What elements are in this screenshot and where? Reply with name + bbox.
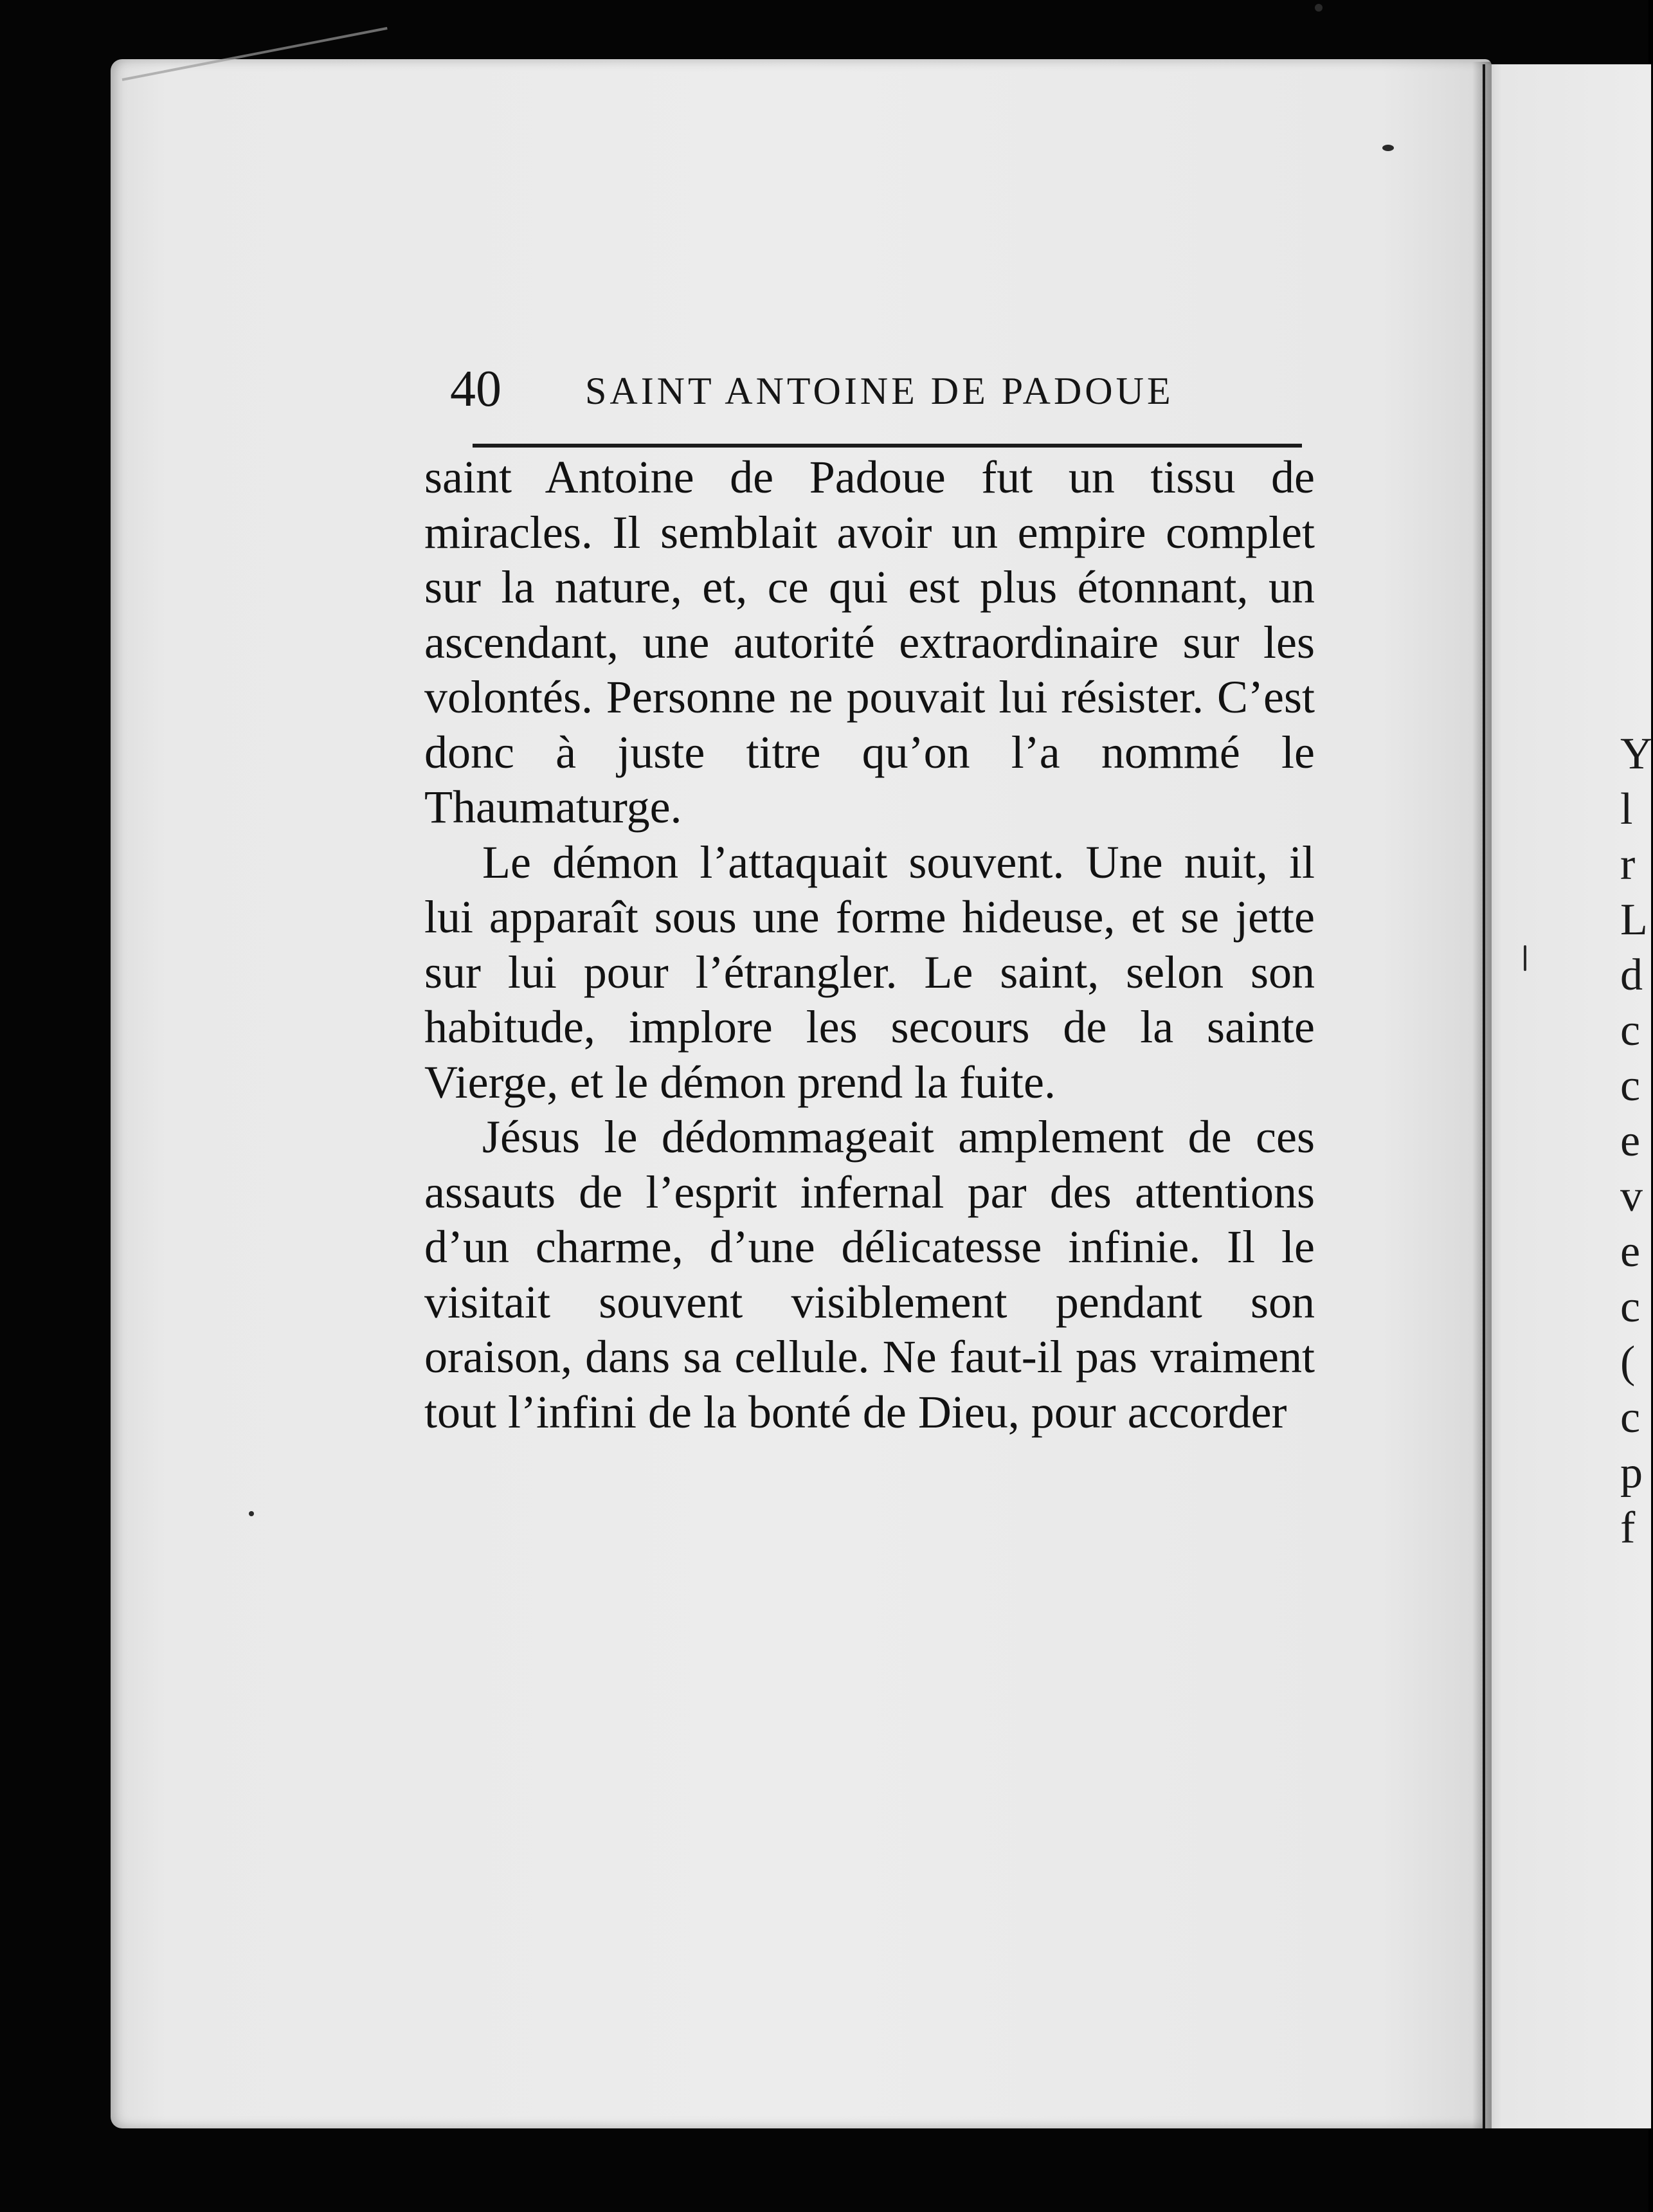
- paragraph-3: Jésus le dédommageait amplement de ces assauts de l’esprit infernal par des attentions d’un charme, d’une délicatesse infinie. Il le visitait souvent visiblement pendant son oraison, dans sa cellule. Ne faut-il pas vraiment tout l’infini de la bonté de Dieu, pour accorder: [424, 1111, 1315, 1438]
- paragraph-2: Le démon l’attaquait souvent. Une nuit, il lui apparaît sous une forme hideuse, et se jette sur lui pour l’étrangler. Le saint, selon son habitude, implore les secours de la sainte Vierge, et le démon prend la fuite.: [424, 836, 1315, 1108]
- body-text: [424, 450, 1315, 1440]
- right-page-text-fragment: Y l r L d c c e v e c ( c p f: [1620, 729, 1653, 1553]
- scan-speck: [249, 1511, 254, 1516]
- header-rule: [473, 444, 1302, 448]
- page-number: 40: [450, 361, 501, 417]
- running-title: SAINT ANTOINE DE PADOUE: [585, 370, 1174, 412]
- scan-speck: [1524, 945, 1526, 971]
- scan-speck: [1315, 4, 1323, 12]
- gutter-shadow: [1472, 62, 1492, 2128]
- scan-speck: [1382, 145, 1394, 151]
- running-head: [450, 360, 1305, 418]
- paragraph-1: saint Antoine de Padoue fut un tissu de miracles. Il semblait avoir un empire complet sur la nature, et, ce qui est plus étonnant, un ascendant, une autorité extraordinaire sur les volontés. Personne ne pouvait lui résister. C’est donc à juste titre qu’on l’a nommé le Thaumaturge.: [424, 451, 1315, 833]
